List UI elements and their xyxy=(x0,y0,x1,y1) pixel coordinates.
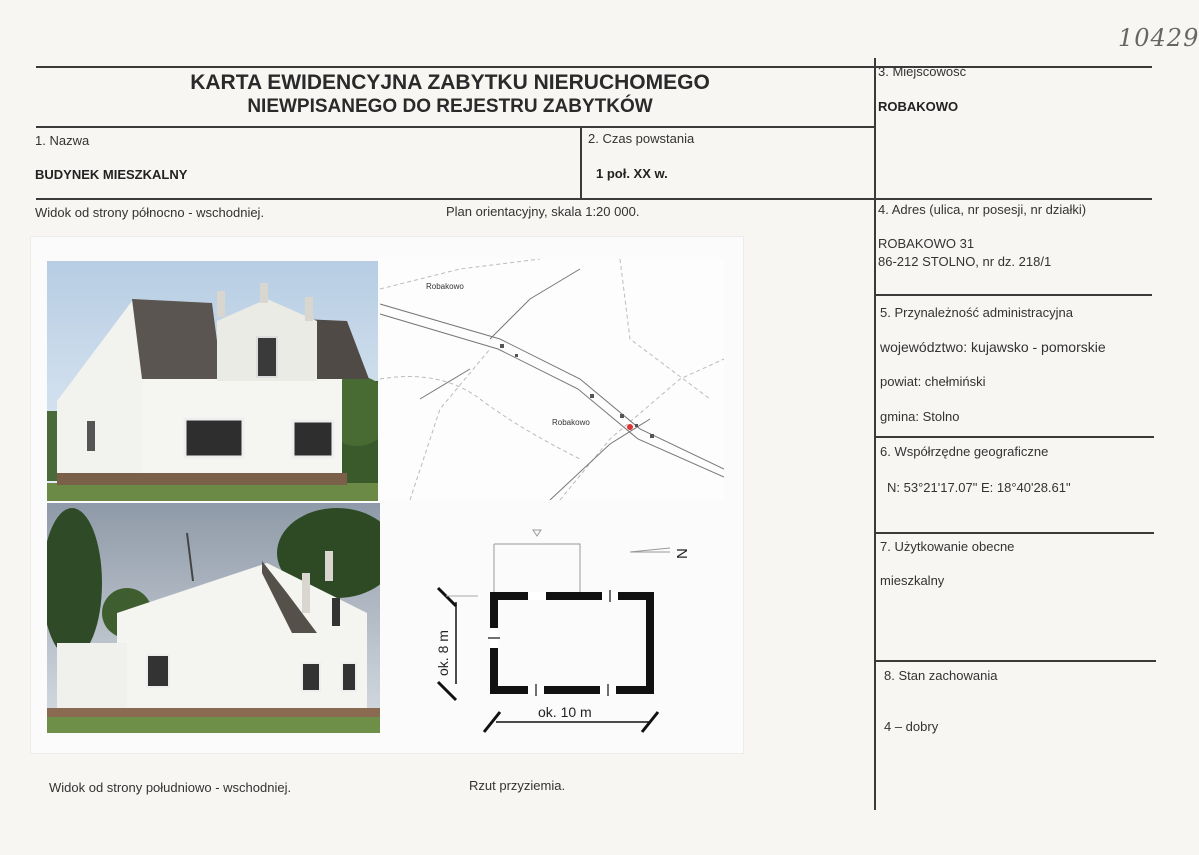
admin-voivodeship: województwo: kujawsko - pomorskie xyxy=(880,339,1106,355)
photo-north-east-view xyxy=(47,261,378,501)
north-arrow-label: N xyxy=(674,548,691,559)
card-title-line1: KARTA EWIDENCYJNA ZABYTKU NIERUCHOMEGO xyxy=(190,71,710,94)
admin-commune: gmina: Stolno xyxy=(880,409,960,424)
coords-label: 6. Współrzędne geograficzne xyxy=(880,444,1049,459)
locality-label: 3. Miejscowość xyxy=(878,64,967,79)
condition-label: 8. Stan zachowania xyxy=(884,668,998,683)
width-dimension-label: ok. 10 m xyxy=(538,704,592,720)
admin-label: 5. Przynależność administracyjna xyxy=(880,305,1073,320)
floor-plan-drawing xyxy=(420,522,720,742)
name-row-rule xyxy=(36,198,1152,200)
condition-value: 4 – dobry xyxy=(884,719,939,734)
address-rule xyxy=(876,294,1152,296)
period-value: 1 poł. XX w. xyxy=(596,166,668,181)
caption-view-se: Widok od strony południowo - wschodniej. xyxy=(49,780,292,795)
card-title-line2: NIEWPISANEGO DO REJESTRU ZABYTKÓW xyxy=(247,96,653,117)
name-period-divider xyxy=(580,126,582,198)
period-label: 2. Czas powstania xyxy=(588,131,695,146)
usage-value: mieszkalny xyxy=(880,573,945,588)
caption-floor-plan: Rzut przyziemia. xyxy=(469,778,566,793)
name-value: BUDYNEK MIESZKALNY xyxy=(35,167,188,182)
coords-value: N: 53°21'17.07" E: 18°40'28.61" xyxy=(887,480,1071,495)
address-line1: ROBAKOWO 31 xyxy=(878,236,975,251)
map-label-robakowo-center: Robakowo xyxy=(552,418,590,427)
top-rule xyxy=(36,66,1152,68)
admin-county: powiat: chełmiński xyxy=(880,374,986,389)
coords-rule xyxy=(876,532,1154,534)
photo-south-east-view xyxy=(47,503,380,733)
name-label: 1. Nazwa xyxy=(35,133,90,148)
depth-dimension-label: ok. 8 m xyxy=(435,630,451,676)
map-label-robakowo-top: Robakowo xyxy=(426,282,464,291)
address-label: 4. Adres (ulica, nr posesji, nr działki) xyxy=(878,202,1087,217)
usage-label: 7. Użytkowanie obecne xyxy=(880,539,1015,554)
archive-number: 10429 xyxy=(1118,24,1199,52)
orientation-map xyxy=(380,259,724,500)
header-rule xyxy=(36,126,874,128)
right-column-divider xyxy=(874,58,876,810)
caption-view-ne: Widok od strony północno - wschodniej. xyxy=(35,205,265,220)
address-line2: 86-212 STOLNO, nr dz. 218/1 xyxy=(878,254,1052,269)
locality-value: ROBAKOWO xyxy=(878,99,959,114)
caption-plan: Plan orientacyjny, skala 1:20 000. xyxy=(446,204,640,219)
admin-rule xyxy=(876,436,1154,438)
usage-rule xyxy=(876,660,1156,662)
